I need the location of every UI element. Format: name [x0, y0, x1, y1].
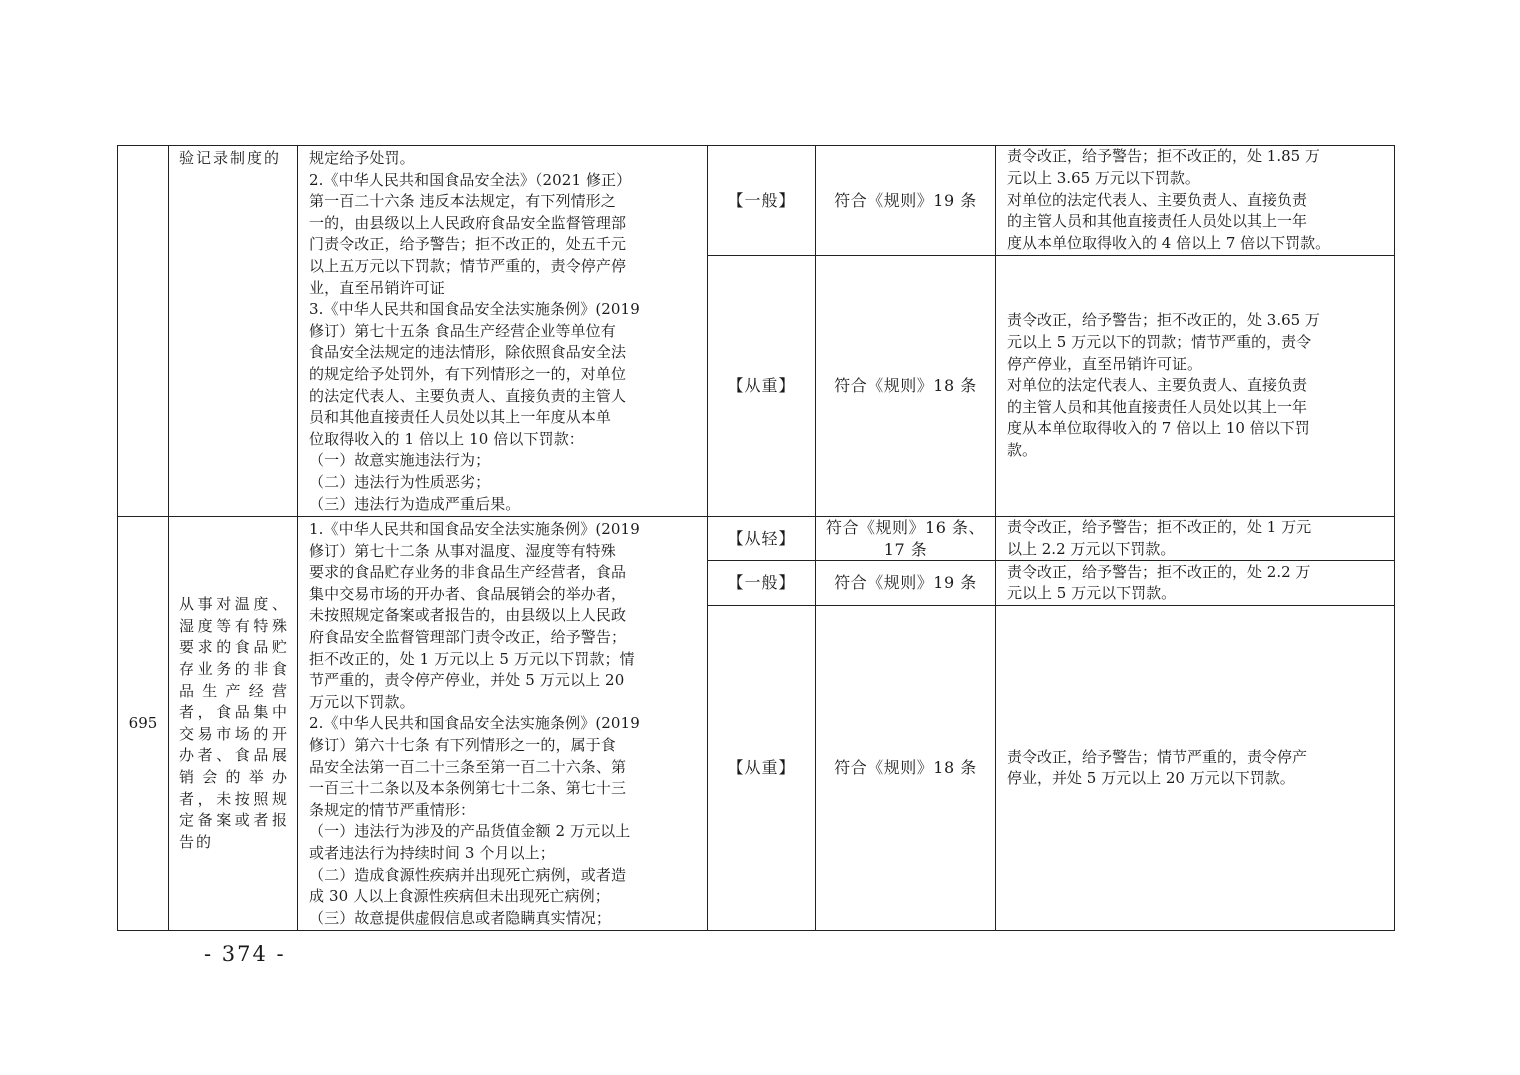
condition-cell: 符合《规则》18 条	[816, 605, 996, 931]
basis-line: 集中交易市场的开办者、食品展销会的举办者，	[309, 584, 627, 603]
basis-line: 未按照规定备案或者报告的，由县级以上人民政	[309, 606, 627, 625]
level-heavier: 【从重】	[708, 605, 816, 931]
standard-line: 责令改正，给予警告；拒不改正的，处 2.2 万	[1007, 562, 1311, 581]
basis-line: 万元以下罚款。	[309, 692, 415, 711]
standard-line: 责令改正，给予警告；拒不改正的，处 1.85 万	[1007, 147, 1320, 166]
level-general: 【一般】	[708, 146, 816, 256]
basis-line: 条规定的情节严重情形：	[309, 800, 476, 819]
basis-line: 的法定代表人、主要负责人、直接负责的主管人	[309, 386, 627, 405]
table-row	[118, 146, 1395, 256]
basis-line: 成 30 人以上食源性疾病但未出现死亡病例；	[309, 887, 610, 906]
standard-line: 责令改正，给予警告；情节严重的，责令停产	[1007, 747, 1308, 766]
basis-line: （一）故意实施违法行为；	[309, 451, 491, 470]
basis-line: 府食品安全监督管理部门责令改正，给予警告；	[309, 628, 627, 647]
standard-cell	[996, 255, 1395, 516]
level-heavier: 【从重】	[708, 255, 816, 516]
basis-line: （二）违法行为性质恶劣；	[309, 472, 491, 491]
page-number: - 374 -	[204, 942, 286, 966]
basis-line: 或者违法行为持续时间 3 个月以上；	[309, 844, 555, 862]
basis-line: （一）违法行为涉及的产品货值金额 2 万元以上	[309, 822, 631, 841]
condition-line: 符合《规则》16 条、	[826, 518, 985, 538]
basis-line: 一百三十二条以及本条例第七十二条、第七十三	[309, 779, 627, 798]
row-number-cell	[118, 146, 169, 517]
basis-line: （二）造成食源性疾病并出现死亡病例，或者造	[309, 865, 627, 884]
basis-line: 节严重的，责令停产停业，并处 5 万元以上 20	[309, 671, 625, 690]
basis-line: 食品安全法规定的违法情形，除依照食品安全法	[309, 343, 627, 362]
standard-cell	[996, 146, 1395, 256]
basis-line: （三）违法行为造成严重后果。	[309, 494, 521, 513]
standard-line: 停业，并处 5 万元以上 20 万元以下罚款。	[1007, 769, 1295, 788]
standard-line: 责令改正，给予警告；拒不改正的，处 1 万元	[1007, 518, 1312, 537]
condition-line: 17 条	[883, 539, 928, 559]
penalty-standards-table	[117, 145, 1395, 931]
standard-cell	[996, 561, 1395, 605]
standard-cell	[996, 605, 1395, 931]
basis-line: 2.《中华人民共和国食品安全法》（2021 修正）	[309, 170, 632, 189]
basis-line: 1.《中华人民共和国食品安全法实施条例》(2019	[309, 520, 640, 539]
legal-basis-cell	[298, 146, 708, 517]
basis-line: 一的，由县级以上人民政府食品安全监督管理部	[309, 213, 627, 232]
basis-line: 要求的食品贮存业务的非食品生产经营者，食品	[309, 563, 627, 582]
basis-line: 修订）第七十五条 食品生产经营企业等单位有	[309, 321, 616, 340]
basis-line: 规定给予处罚。	[309, 149, 415, 167]
basis-line: 门责令改正，给予警告；拒不改正的，处五千元	[309, 235, 627, 254]
standard-line: 以上 2.2 万元以下罚款。	[1007, 539, 1176, 558]
standard-line: 元以上 3.65 万元以下罚款。	[1007, 169, 1200, 188]
standard-line: 责令改正，给予警告；拒不改正的，处 3.65 万	[1007, 311, 1320, 330]
standard-line: 对单位的法定代表人、主要负责人、直接负责	[1007, 190, 1308, 209]
basis-line: 员和其他直接责任人员处以其上一年度从本单	[309, 408, 612, 427]
legal-basis-cell	[298, 517, 708, 931]
standard-line: 的主管人员和其他直接责任人员处以其上一年	[1007, 397, 1308, 416]
standard-line: 的主管人员和其他直接责任人员处以其上一年	[1007, 212, 1308, 231]
basis-line: 拒不改正的，处 1 万元以上 5 万元以下罚款；情	[309, 649, 635, 668]
table-row	[118, 517, 1395, 561]
basis-line: 位取得收入的 1 倍以上 10 倍以下罚款：	[309, 429, 584, 448]
condition-cell	[816, 517, 996, 561]
level-lighter: 【从轻】	[708, 517, 816, 561]
basis-line: （三）故意提供虚假信息或者隐瞒真实情况；	[309, 908, 612, 927]
basis-line: 业，直至吊销许可证	[309, 278, 445, 297]
basis-line: 修订）第七十二条 从事对温度、湿度等有特殊	[309, 541, 616, 560]
standard-line: 度从本单位取得收入的 7 倍以上 10 倍以下罚	[1007, 419, 1310, 438]
standard-line: 元以上 5 万元以下罚款。	[1007, 584, 1177, 603]
basis-line: 3.《中华人民共和国食品安全法实施条例》(2019	[309, 300, 640, 319]
violation-item-cell: 从事对温度、湿度等有特殊要求的食品贮存业务的非食品生产经营者，食品集中交易市场的开办者、食品展销会的举办者，未按照规定备案或者报告的	[169, 517, 298, 931]
basis-line: 2.《中华人民共和国食品安全法实施条例》(2019	[309, 714, 640, 733]
standard-line: 对单位的法定代表人、主要负责人、直接负责	[1007, 376, 1308, 395]
violation-item-cell: 验记录制度的	[169, 146, 298, 517]
basis-line: 修订）第六十七条 有下列情形之一的，属于食	[309, 736, 616, 755]
row-number-cell: 695	[118, 517, 169, 931]
standard-line: 度从本单位取得收入的 4 倍以上 7 倍以下罚款。	[1007, 233, 1331, 252]
level-general: 【一般】	[708, 561, 816, 605]
condition-cell: 符合《规则》19 条	[816, 561, 996, 605]
condition-cell: 符合《规则》18 条	[816, 255, 996, 516]
condition-cell: 符合《规则》19 条	[816, 146, 996, 256]
basis-line: 以上五万元以下罚款；情节严重的，责令停产停	[309, 256, 627, 275]
standard-cell	[996, 517, 1395, 561]
basis-line: 第一百二十六条 违反本法规定，有下列情形之	[309, 192, 616, 211]
standard-line: 元以上 5 万元以下的罚款；情节严重的，责令	[1007, 333, 1312, 351]
basis-line: 品安全法第一百二十三条至第一百二十六条、第	[309, 757, 627, 776]
standard-line: 款。	[1007, 440, 1038, 459]
standard-line: 停产停业，直至吊销许可证。	[1007, 354, 1203, 373]
basis-line: 的规定给予处罚外，有下列情形之一的，对单位	[309, 364, 627, 383]
